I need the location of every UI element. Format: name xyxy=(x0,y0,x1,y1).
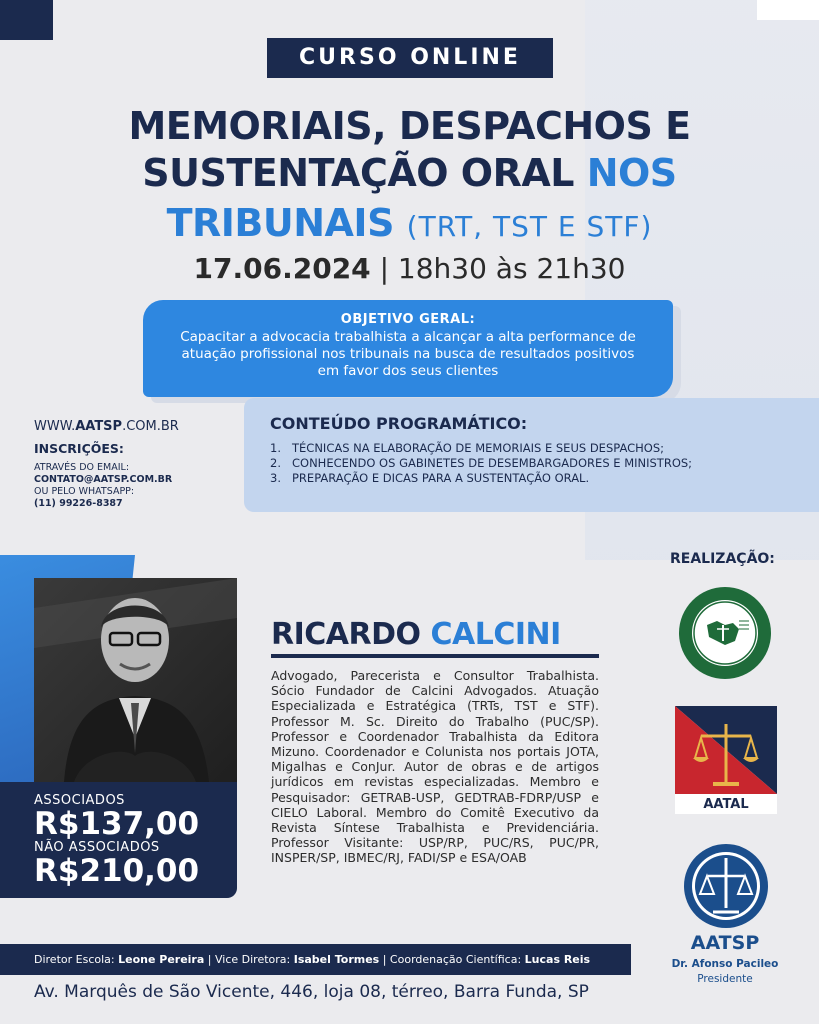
speaker-first-name: RICARDO xyxy=(271,617,421,652)
president-name: Dr. Afonso Pacileo xyxy=(671,958,779,970)
credits-bar xyxy=(0,944,631,975)
website-link[interactable] xyxy=(34,419,179,434)
site-domain: AATSP xyxy=(75,419,123,434)
aatal-logo-text: AATAL xyxy=(703,797,749,812)
event-day: 17.06.2024 xyxy=(193,252,371,285)
title-text: SUSTENTAÇÃO ORAL xyxy=(142,151,574,195)
objective-title: OBJETIVO GERAL: xyxy=(340,312,476,327)
corner-decoration xyxy=(0,0,53,40)
coordinator-name: Lucas Reis xyxy=(524,953,591,966)
program-content-box xyxy=(244,398,819,512)
amazon-lawyers-seal-logo xyxy=(677,585,773,681)
list-item xyxy=(270,441,793,456)
program-content-list xyxy=(270,441,793,486)
list-item xyxy=(270,471,793,486)
event-date xyxy=(0,252,819,285)
objective-box xyxy=(143,300,673,397)
director-name: Leone Pereira xyxy=(118,953,205,966)
list-number: 2. xyxy=(270,456,281,470)
title-courts: (TRT, TST E STF) xyxy=(406,210,653,243)
speaker-photo xyxy=(34,578,237,782)
title-text-highlight: TRIBUNAIS xyxy=(166,201,394,245)
non-associates-price: R$210,00 xyxy=(34,853,200,889)
aatsp-emblem-logo xyxy=(683,842,769,930)
list-item xyxy=(270,456,793,471)
course-type-badge: CURSO ONLINE xyxy=(267,38,553,78)
registration-title: INSCRIÇÕES: xyxy=(34,441,124,456)
site-prefix: WWW. xyxy=(34,419,76,434)
president-role: Presidente xyxy=(697,973,753,985)
title-text: MEMORIAIS, DESPACHOS E xyxy=(128,104,691,148)
list-text: TÉCNICAS NA ELABORAÇÃO DE MEMORIAIS E SEUS DESPACHOS; xyxy=(292,441,665,455)
list-number: 1. xyxy=(270,441,281,455)
speaker-name xyxy=(271,617,561,652)
list-text: PREPARAÇÃO E DICAS PARA A SUSTENTAÇÃO ORAL. xyxy=(292,471,590,485)
title-text-highlight: NOS xyxy=(586,151,677,195)
list-number: 3. xyxy=(270,471,281,485)
list-text: CONHECENDO OS GABINETES DE DESEMBARGADORES E MINISTROS; xyxy=(292,456,693,470)
non-associates-label: NÃO ASSOCIADOS xyxy=(34,840,160,855)
director-label: Diretor Escola: xyxy=(34,953,119,966)
organizers-title: REALIZAÇÃO: xyxy=(670,551,775,567)
aatal-logo xyxy=(675,706,777,814)
vice-director-name: Isabel Tormes xyxy=(293,953,380,966)
via-whatsapp-label: OU PELO WHATSAPP: xyxy=(34,486,135,497)
name-underline xyxy=(271,654,599,658)
contact-email[interactable]: CONTATO@AATSP.COM.BR xyxy=(34,474,173,485)
pricing-box xyxy=(0,782,237,898)
site-suffix: .COM.BR xyxy=(122,419,179,434)
course-title-line-2 xyxy=(0,150,819,196)
contact-phone[interactable]: (11) 99226-8387 xyxy=(34,498,123,509)
coordinator-label: | Coordenação Científica: xyxy=(379,953,525,966)
corner-decoration-light xyxy=(757,0,819,20)
course-title-line-3 xyxy=(0,200,819,250)
vice-director-label: | Vice Diretora: xyxy=(204,953,294,966)
speaker-bio: Advogado, Parecerista e Consultor Trabalhista. Sócio Fundador de Calcini Advogados. Atuação Especializada e Estratégica (TRTs, TST e STF). Professor M. Sc. Direito do Trabalho (PUC/SP). Professor e Coordenador Trabalhista da Editora Mizuno. Coordenador e Colunista nos portais JOTA, Migalhas e ConJur. Autor de obras e de artigos jurídicos em revistas especializadas. Membro e Pesquisador: GETRAB-USP, GEDTRAB-FDRP/USP e CIELO Laboral. Membro do Comitê Executivo da Revista Síntese Trabalhista e Previdenciária. Professor Visitante: USP/RP, PUC/RS, PUC/PR, INSPER/SP, IBMEC/RJ, FADI/SP e ESA/OAB xyxy=(271,668,599,866)
program-content-title: CONTEÚDO PROGRAMÁTICO: xyxy=(270,414,528,433)
event-time: 18h30 às 21h30 xyxy=(397,252,626,285)
via-email-label: ATRAVÉS DO EMAIL: xyxy=(34,462,130,473)
speaker-portrait xyxy=(34,578,237,782)
associates-price: R$137,00 xyxy=(34,806,200,842)
date-separator: | xyxy=(370,252,398,285)
aatsp-logo-text: AATSP xyxy=(690,932,760,954)
speaker-last-name: CALCINI xyxy=(430,617,561,652)
venue-address: Av. Marquês de São Vicente, 446, loja 08, térreo, Barra Funda, SP xyxy=(34,982,589,1002)
objective-text: Capacitar a advocacia trabalhista a alcançar a alta performance de atuação profissional nos tribunais na busca de resultados positivos em favor dos seus clientes xyxy=(180,329,636,379)
course-title-line-1 xyxy=(0,103,819,149)
associates-label: ASSOCIADOS xyxy=(34,793,125,808)
